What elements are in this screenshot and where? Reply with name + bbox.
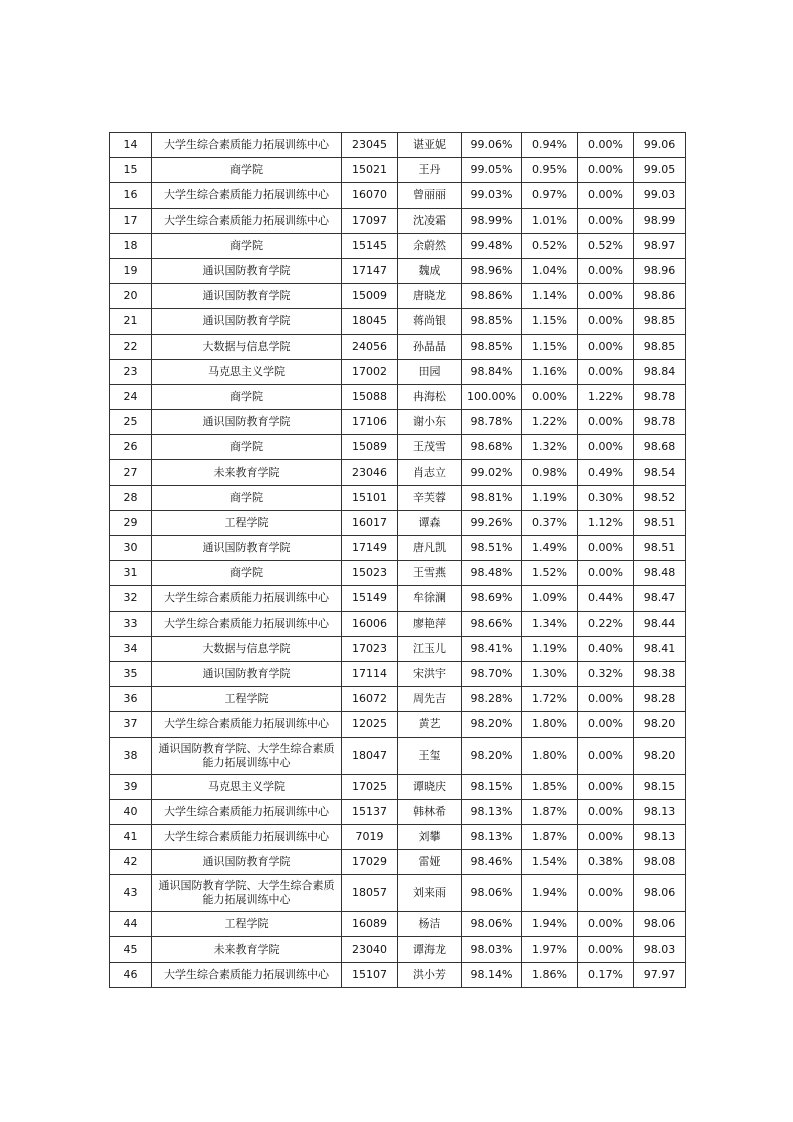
percent-2-cell: 0.94% [522, 133, 578, 158]
unit-cell: 工程学院 [152, 510, 342, 535]
percent-1-cell: 98.68% [462, 435, 522, 460]
unit-cell: 马克思主义学院 [152, 774, 342, 799]
percent-3-cell: 0.00% [578, 561, 634, 586]
id-cell: 17106 [342, 410, 398, 435]
percent-1-cell: 98.46% [462, 850, 522, 875]
table-body [110, 133, 686, 988]
percent-3-cell: 0.52% [578, 233, 634, 258]
percent-3-cell: 0.00% [578, 284, 634, 309]
percent-3-cell: 0.00% [578, 359, 634, 384]
percent-1-cell: 98.48% [462, 561, 522, 586]
percent-3-cell: 0.49% [578, 460, 634, 485]
percent-2-cell: 1.94% [522, 912, 578, 937]
id-cell: 16006 [342, 611, 398, 636]
percent-1-cell: 98.28% [462, 687, 522, 712]
unit-cell: 工程学院 [152, 912, 342, 937]
rank-cell: 19 [110, 258, 152, 283]
table-row [110, 359, 686, 384]
score-cell: 98.97 [634, 233, 686, 258]
percent-1-cell: 98.99% [462, 208, 522, 233]
score-cell: 98.08 [634, 850, 686, 875]
table-row [110, 183, 686, 208]
unit-cell: 商学院 [152, 384, 342, 409]
name-cell: 洪小芳 [398, 962, 462, 987]
table-row [110, 233, 686, 258]
percent-3-cell: 0.00% [578, 208, 634, 233]
rank-cell: 22 [110, 334, 152, 359]
percent-3-cell: 0.00% [578, 875, 634, 912]
score-cell: 98.06 [634, 875, 686, 912]
score-cell: 98.85 [634, 309, 686, 334]
rank-cell: 23 [110, 359, 152, 384]
percent-3-cell: 0.00% [578, 774, 634, 799]
percent-1-cell: 98.66% [462, 611, 522, 636]
percent-3-cell: 0.00% [578, 435, 634, 460]
score-cell: 98.54 [634, 460, 686, 485]
percent-1-cell: 98.20% [462, 712, 522, 737]
unit-cell: 通识国防教育学院 [152, 850, 342, 875]
percent-2-cell: 1.01% [522, 208, 578, 233]
name-cell: 辛芙蓉 [398, 485, 462, 510]
table-row [110, 561, 686, 586]
name-cell: 魏成 [398, 258, 462, 283]
id-cell: 17002 [342, 359, 398, 384]
percent-2-cell: 1.34% [522, 611, 578, 636]
percent-1-cell: 98.15% [462, 774, 522, 799]
id-cell: 23046 [342, 460, 398, 485]
score-cell: 98.20 [634, 712, 686, 737]
unit-cell: 通识国防教育学院、大学生综合素质能力拓展训练中心 [152, 737, 342, 774]
rank-cell: 46 [110, 962, 152, 987]
name-cell: 唐凡凯 [398, 536, 462, 561]
percent-1-cell: 98.81% [462, 485, 522, 510]
score-cell: 99.05 [634, 158, 686, 183]
rank-cell: 21 [110, 309, 152, 334]
name-cell: 沈凌霜 [398, 208, 462, 233]
name-cell: 谭海龙 [398, 937, 462, 962]
percent-1-cell: 98.84% [462, 359, 522, 384]
score-cell: 98.44 [634, 611, 686, 636]
percent-1-cell: 99.48% [462, 233, 522, 258]
score-cell: 98.06 [634, 912, 686, 937]
percent-3-cell: 0.00% [578, 687, 634, 712]
id-cell: 16070 [342, 183, 398, 208]
score-cell: 98.41 [634, 636, 686, 661]
score-cell: 98.52 [634, 485, 686, 510]
percent-1-cell: 98.96% [462, 258, 522, 283]
percent-2-cell: 1.16% [522, 359, 578, 384]
id-cell: 15089 [342, 435, 398, 460]
table-row [110, 962, 686, 987]
id-cell: 16072 [342, 687, 398, 712]
name-cell: 韩林希 [398, 799, 462, 824]
unit-cell: 通识国防教育学院 [152, 536, 342, 561]
id-cell: 18047 [342, 737, 398, 774]
percent-2-cell: 1.87% [522, 824, 578, 849]
table-row [110, 309, 686, 334]
percent-3-cell: 1.22% [578, 384, 634, 409]
score-cell: 97.97 [634, 962, 686, 987]
table-row [110, 435, 686, 460]
score-cell: 98.68 [634, 435, 686, 460]
score-cell: 98.78 [634, 410, 686, 435]
score-cell: 98.78 [634, 384, 686, 409]
id-cell: 17097 [342, 208, 398, 233]
percent-1-cell: 98.85% [462, 309, 522, 334]
unit-cell: 大学生综合素质能力拓展训练中心 [152, 962, 342, 987]
percent-1-cell: 98.70% [462, 661, 522, 686]
percent-2-cell: 1.49% [522, 536, 578, 561]
percent-2-cell: 0.95% [522, 158, 578, 183]
percent-3-cell: 0.00% [578, 410, 634, 435]
id-cell: 17025 [342, 774, 398, 799]
percent-1-cell: 98.69% [462, 586, 522, 611]
percent-3-cell: 0.00% [578, 258, 634, 283]
score-cell: 98.20 [634, 737, 686, 774]
percent-1-cell: 99.06% [462, 133, 522, 158]
id-cell: 17147 [342, 258, 398, 283]
rank-cell: 32 [110, 586, 152, 611]
name-cell: 蒋尚银 [398, 309, 462, 334]
unit-cell: 商学院 [152, 233, 342, 258]
table-row [110, 510, 686, 535]
percent-2-cell: 1.19% [522, 636, 578, 661]
percent-3-cell: 0.38% [578, 850, 634, 875]
rank-cell: 17 [110, 208, 152, 233]
table-row [110, 687, 686, 712]
unit-cell: 通识国防教育学院 [152, 661, 342, 686]
table-row [110, 485, 686, 510]
percent-3-cell: 0.00% [578, 334, 634, 359]
table-row [110, 774, 686, 799]
id-cell: 15149 [342, 586, 398, 611]
percent-2-cell: 1.32% [522, 435, 578, 460]
unit-cell: 大数据与信息学院 [152, 636, 342, 661]
table-row [110, 133, 686, 158]
name-cell: 雷娅 [398, 850, 462, 875]
score-cell: 98.48 [634, 561, 686, 586]
id-cell: 23040 [342, 937, 398, 962]
unit-cell: 马克思主义学院 [152, 359, 342, 384]
unit-cell: 大学生综合素质能力拓展训练中心 [152, 586, 342, 611]
table-row [110, 850, 686, 875]
unit-cell: 大学生综合素质能力拓展训练中心 [152, 208, 342, 233]
unit-cell: 商学院 [152, 435, 342, 460]
percent-2-cell: 1.04% [522, 258, 578, 283]
id-cell: 7019 [342, 824, 398, 849]
percent-3-cell: 0.00% [578, 912, 634, 937]
id-cell: 17029 [342, 850, 398, 875]
unit-cell: 工程学院 [152, 687, 342, 712]
rank-cell: 16 [110, 183, 152, 208]
percent-3-cell: 0.00% [578, 712, 634, 737]
table-row [110, 208, 686, 233]
rank-cell: 33 [110, 611, 152, 636]
rank-cell: 37 [110, 712, 152, 737]
percent-1-cell: 99.05% [462, 158, 522, 183]
percent-2-cell: 1.85% [522, 774, 578, 799]
name-cell: 江玉儿 [398, 636, 462, 661]
rank-cell: 41 [110, 824, 152, 849]
id-cell: 16017 [342, 510, 398, 535]
unit-cell: 大学生综合素质能力拓展训练中心 [152, 183, 342, 208]
score-cell: 98.96 [634, 258, 686, 283]
percent-2-cell: 1.15% [522, 334, 578, 359]
name-cell: 肖志立 [398, 460, 462, 485]
name-cell: 王丹 [398, 158, 462, 183]
table-row [110, 586, 686, 611]
percent-2-cell: 1.22% [522, 410, 578, 435]
percent-2-cell: 1.52% [522, 561, 578, 586]
name-cell: 谌亚妮 [398, 133, 462, 158]
name-cell: 余蔚然 [398, 233, 462, 258]
name-cell: 刘攀 [398, 824, 462, 849]
table-row [110, 536, 686, 561]
score-cell: 98.51 [634, 510, 686, 535]
table-row [110, 824, 686, 849]
percent-1-cell: 98.85% [462, 334, 522, 359]
percent-1-cell: 98.41% [462, 636, 522, 661]
percent-2-cell: 0.97% [522, 183, 578, 208]
percent-3-cell: 0.00% [578, 309, 634, 334]
percent-2-cell: 0.98% [522, 460, 578, 485]
table-row [110, 912, 686, 937]
percent-2-cell: 0.37% [522, 510, 578, 535]
name-cell: 廖艳萍 [398, 611, 462, 636]
unit-cell: 通识国防教育学院 [152, 309, 342, 334]
score-cell: 98.13 [634, 799, 686, 824]
unit-cell: 通识国防教育学院、大学生综合素质能力拓展训练中心 [152, 875, 342, 912]
unit-cell: 大学生综合素质能力拓展训练中心 [152, 824, 342, 849]
unit-cell: 商学院 [152, 158, 342, 183]
id-cell: 15021 [342, 158, 398, 183]
rank-cell: 20 [110, 284, 152, 309]
table-row [110, 712, 686, 737]
rank-cell: 34 [110, 636, 152, 661]
percent-2-cell: 1.80% [522, 712, 578, 737]
name-cell: 冉海松 [398, 384, 462, 409]
score-cell: 98.47 [634, 586, 686, 611]
table-row [110, 661, 686, 686]
id-cell: 15009 [342, 284, 398, 309]
percent-2-cell: 1.87% [522, 799, 578, 824]
score-cell: 98.99 [634, 208, 686, 233]
name-cell: 王玺 [398, 737, 462, 774]
table-row [110, 737, 686, 774]
id-cell: 18045 [342, 309, 398, 334]
id-cell: 16089 [342, 912, 398, 937]
name-cell: 牟徐澜 [398, 586, 462, 611]
id-cell: 17114 [342, 661, 398, 686]
unit-cell: 通识国防教育学院 [152, 284, 342, 309]
rank-cell: 14 [110, 133, 152, 158]
percent-1-cell: 98.03% [462, 937, 522, 962]
percent-3-cell: 0.40% [578, 636, 634, 661]
id-cell: 15023 [342, 561, 398, 586]
percent-3-cell: 0.00% [578, 824, 634, 849]
name-cell: 周先吉 [398, 687, 462, 712]
table-row [110, 284, 686, 309]
percent-3-cell: 0.00% [578, 158, 634, 183]
id-cell: 18057 [342, 875, 398, 912]
name-cell: 曾丽丽 [398, 183, 462, 208]
score-cell: 98.85 [634, 334, 686, 359]
ranking-table [109, 132, 686, 988]
name-cell: 宋洪宇 [398, 661, 462, 686]
table-row [110, 636, 686, 661]
percent-2-cell: 1.09% [522, 586, 578, 611]
name-cell: 杨洁 [398, 912, 462, 937]
rank-cell: 36 [110, 687, 152, 712]
score-cell: 98.28 [634, 687, 686, 712]
rank-cell: 25 [110, 410, 152, 435]
id-cell: 15137 [342, 799, 398, 824]
name-cell: 孙晶晶 [398, 334, 462, 359]
percent-1-cell: 98.06% [462, 875, 522, 912]
score-cell: 98.84 [634, 359, 686, 384]
percent-2-cell: 1.14% [522, 284, 578, 309]
unit-cell: 大数据与信息学院 [152, 334, 342, 359]
percent-1-cell: 98.78% [462, 410, 522, 435]
percent-2-cell: 0.52% [522, 233, 578, 258]
percent-3-cell: 0.00% [578, 536, 634, 561]
rank-cell: 38 [110, 737, 152, 774]
percent-3-cell: 1.12% [578, 510, 634, 535]
rank-cell: 40 [110, 799, 152, 824]
score-cell: 98.86 [634, 284, 686, 309]
id-cell: 15145 [342, 233, 398, 258]
percent-3-cell: 0.22% [578, 611, 634, 636]
percent-1-cell: 99.26% [462, 510, 522, 535]
rank-cell: 39 [110, 774, 152, 799]
percent-3-cell: 0.00% [578, 937, 634, 962]
unit-cell: 大学生综合素质能力拓展训练中心 [152, 133, 342, 158]
percent-3-cell: 0.00% [578, 133, 634, 158]
name-cell: 王雪燕 [398, 561, 462, 586]
rank-cell: 29 [110, 510, 152, 535]
rank-cell: 31 [110, 561, 152, 586]
name-cell: 唐晓龙 [398, 284, 462, 309]
name-cell: 刘来雨 [398, 875, 462, 912]
percent-1-cell: 99.03% [462, 183, 522, 208]
name-cell: 谢小东 [398, 410, 462, 435]
rank-cell: 43 [110, 875, 152, 912]
rank-cell: 45 [110, 937, 152, 962]
id-cell: 17023 [342, 636, 398, 661]
table-row [110, 937, 686, 962]
percent-3-cell: 0.00% [578, 799, 634, 824]
name-cell: 谭森 [398, 510, 462, 535]
percent-1-cell: 98.13% [462, 799, 522, 824]
percent-3-cell: 0.30% [578, 485, 634, 510]
score-cell: 99.06 [634, 133, 686, 158]
percent-1-cell: 98.20% [462, 737, 522, 774]
percent-3-cell: 0.32% [578, 661, 634, 686]
table-row [110, 799, 686, 824]
percent-3-cell: 0.44% [578, 586, 634, 611]
name-cell: 黄艺 [398, 712, 462, 737]
percent-2-cell: 1.97% [522, 937, 578, 962]
rank-cell: 35 [110, 661, 152, 686]
unit-cell: 通识国防教育学院 [152, 258, 342, 283]
rank-cell: 26 [110, 435, 152, 460]
score-cell: 99.03 [634, 183, 686, 208]
id-cell: 15107 [342, 962, 398, 987]
unit-cell: 未来教育学院 [152, 460, 342, 485]
name-cell: 谭晓庆 [398, 774, 462, 799]
unit-cell: 大学生综合素质能力拓展训练中心 [152, 712, 342, 737]
percent-2-cell: 1.54% [522, 850, 578, 875]
rank-cell: 44 [110, 912, 152, 937]
table-row [110, 258, 686, 283]
percent-2-cell: 1.30% [522, 661, 578, 686]
rank-cell: 24 [110, 384, 152, 409]
id-cell: 17149 [342, 536, 398, 561]
rank-cell: 28 [110, 485, 152, 510]
percent-2-cell: 1.72% [522, 687, 578, 712]
rank-cell: 42 [110, 850, 152, 875]
unit-cell: 商学院 [152, 561, 342, 586]
table-row [110, 384, 686, 409]
unit-cell: 大学生综合素质能力拓展训练中心 [152, 799, 342, 824]
score-cell: 98.51 [634, 536, 686, 561]
table-row [110, 158, 686, 183]
unit-cell: 通识国防教育学院 [152, 410, 342, 435]
percent-3-cell: 0.17% [578, 962, 634, 987]
table-row [110, 875, 686, 912]
id-cell: 12025 [342, 712, 398, 737]
id-cell: 24056 [342, 334, 398, 359]
table-row [110, 410, 686, 435]
percent-1-cell: 98.13% [462, 824, 522, 849]
score-cell: 98.38 [634, 661, 686, 686]
score-cell: 98.13 [634, 824, 686, 849]
percent-1-cell: 98.14% [462, 962, 522, 987]
percent-2-cell: 1.94% [522, 875, 578, 912]
unit-cell: 未来教育学院 [152, 937, 342, 962]
percent-1-cell: 98.86% [462, 284, 522, 309]
score-cell: 98.15 [634, 774, 686, 799]
id-cell: 15101 [342, 485, 398, 510]
rank-cell: 15 [110, 158, 152, 183]
percent-2-cell: 1.86% [522, 962, 578, 987]
percent-1-cell: 98.51% [462, 536, 522, 561]
score-cell: 98.03 [634, 937, 686, 962]
rank-cell: 30 [110, 536, 152, 561]
percent-2-cell: 1.80% [522, 737, 578, 774]
table-row [110, 611, 686, 636]
name-cell: 王茂雪 [398, 435, 462, 460]
rank-cell: 27 [110, 460, 152, 485]
percent-2-cell: 0.00% [522, 384, 578, 409]
id-cell: 15088 [342, 384, 398, 409]
rank-cell: 18 [110, 233, 152, 258]
id-cell: 23045 [342, 133, 398, 158]
unit-cell: 商学院 [152, 485, 342, 510]
percent-1-cell: 98.06% [462, 912, 522, 937]
percent-1-cell: 100.00% [462, 384, 522, 409]
percent-3-cell: 0.00% [578, 737, 634, 774]
unit-cell: 大学生综合素质能力拓展训练中心 [152, 611, 342, 636]
percent-2-cell: 1.19% [522, 485, 578, 510]
percent-2-cell: 1.15% [522, 309, 578, 334]
percent-3-cell: 0.00% [578, 183, 634, 208]
table-row [110, 460, 686, 485]
percent-1-cell: 99.02% [462, 460, 522, 485]
name-cell: 田园 [398, 359, 462, 384]
table-row [110, 334, 686, 359]
